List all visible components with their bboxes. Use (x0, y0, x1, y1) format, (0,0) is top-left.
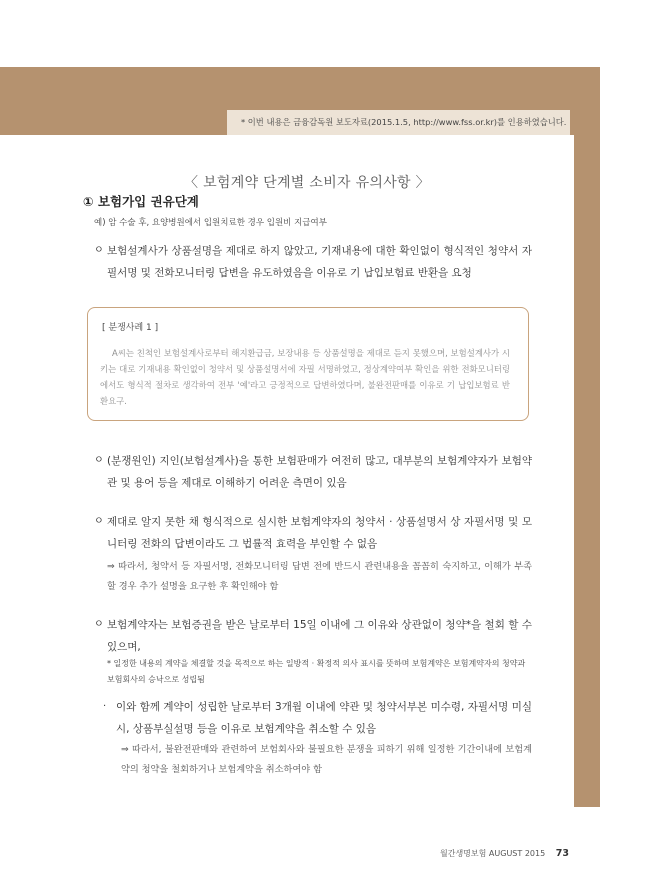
bullet-mark: ㅇ (94, 516, 104, 527)
bullet-item (103, 696, 532, 740)
magazine-name: 월간생명보험 (440, 849, 487, 858)
bullet-item (94, 450, 532, 494)
sub-note: ⇒ 따라서, 불완전판매와 관련하여 보험회사와 불필요한 분쟁을 피하기 위해 일정한 기간이내에 보험계약의 청약을 철회하거나 보험계약을 취소하여야 함 (121, 744, 532, 775)
bullet-text: 제대로 알지 못한 채 형식적으로 실시한 보험계약자의 청약서 · 상품설명서 상 자필서명 및 모니터링 전화의 답변이라도 그 법률적 효력을 부인할 수 없음 (107, 516, 532, 550)
section-title: 〈 보험계약 단계별 소비자 유의사항 〉 (184, 175, 430, 191)
bullet-text: 보험계약자는 보험증권을 받은 날로부터 15일 이내에 그 이유와 상관없이 청약*을 철회 할 수 있으며, (107, 619, 532, 653)
bullet-item (94, 614, 532, 658)
bullet-mark: ㅇ (94, 455, 104, 466)
case-label: [ 분쟁사례 1 ] (102, 323, 159, 333)
bullet-mark: ㅇ (94, 619, 104, 630)
bullet-item (94, 240, 532, 284)
bullet-mark: ㅇ (94, 245, 104, 256)
bullet-text: 보험설계사가 상품설명을 제대로 하지 않았고, 기재내용에 대한 확인없이 형식적인 청약서 자필서명 및 전화모니터링 답변을 유도하였음을 이유로 기 납입보험료 반환을 요청 (107, 245, 532, 279)
case-text: A씨는 친척인 보험설계사로부터 해지환급금, 보장내용 등 상품설명을 제대로 듣지 못했으며, 보험설계사가 시키는 대로 기재내용 확인없이 청약서 및 상품설명서에 자필 서명하였고, 정상계약여부 확인을 위한 전화모니터링에서도 형식적 절차로 생각하여 전부 '예'라고 긍정적으로 답변하였다며, 불완전판매를 이유로 기 납입보험료 반환요구. (100, 348, 510, 406)
bullet-text: (분쟁원인) 지인(보험설계사)을 통한 보험판매가 여전히 많고, 대부분의 보험계약자가 보험약관 및 용어 등을 제대로 이해하기 어려운 측면이 있음 (107, 455, 532, 489)
dispute-case-box (87, 307, 529, 421)
source-note: * 이번 내용은 금융감독원 보도자료(2015.1.5, http://www.fss.or.kr)를 인용하였습니다. (227, 110, 570, 135)
page-footer (440, 848, 569, 859)
stage-heading: ① 보험가입 권유단계 (83, 194, 199, 209)
dot-mark: · (103, 701, 107, 712)
issue-date: AUGUST 2015 (488, 849, 546, 858)
bullet-item (94, 511, 532, 555)
footnote: * 일정한 내용의 계약을 체결할 것을 목적으로 하는 일방적 · 확정적 의사 표시를 뜻하며 보험계약은 보험계약자의 청약과 보험회사의 승낙으로 성립됨 (107, 659, 526, 684)
sub-note: ⇒ 따라서, 청약서 등 자필서명, 전화모니터링 답변 전에 반드시 관련내용을 꼼꼼히 숙지하고, 이해가 부족할 경우 추가 설명을 요구한 후 확인해야 함 (107, 561, 532, 592)
bullet-text: 이와 함께 계약이 성립한 날로부터 3개월 이내에 약관 및 청약서부본 미수령, 자필서명 미실시, 상품부실설명 등을 이유로 보험계약을 취소할 수 있음 (116, 701, 532, 735)
page-number: 73 (555, 848, 569, 859)
example-text: 예) 암 수술 후, 요양병원에서 입원치료한 경우 입원비 지급여부 (94, 218, 327, 228)
